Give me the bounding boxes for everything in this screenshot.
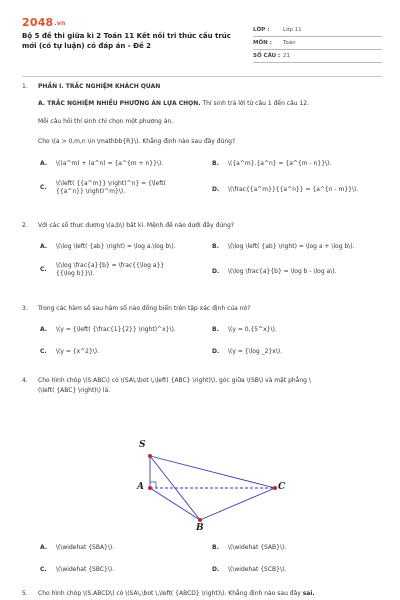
logo-suffix: .vn (54, 20, 66, 27)
sub-heading-text: Thí sinh trả lời từ câu 1 đến câu 12. (200, 100, 310, 107)
question-text: Với các số thực dương \(a,b\) bất kì. Mệnh đề nào dưới đây đúng? (38, 222, 234, 229)
option-b[interactable] (212, 326, 277, 334)
option-text: \(y = {\log _2}x\). (228, 348, 283, 355)
option-text: \((a^m) + (a^n) = {a^{m + n}}\). (56, 160, 164, 167)
option-c[interactable] (40, 566, 114, 574)
option-text: \(\widehat {SBC}\). (56, 566, 115, 573)
option-text: \(\widehat {SBA}\). (56, 544, 115, 551)
sub-heading: A. TRẮC NGHIỆM NHIỀU PHƯƠNG ÁN LỰA CHỌN. (38, 100, 201, 107)
sub-heading-line (38, 100, 309, 108)
option-b[interactable] (212, 160, 331, 168)
option-label: A. (40, 160, 48, 167)
question-emphasis: sai. (302, 590, 315, 597)
option-text: \(\left( {{a^m}} \right)^n} = {\left( {{a^n}} \right)^m}\). (56, 180, 166, 195)
option-label: C. (40, 566, 47, 573)
point-a (148, 486, 152, 490)
option-label: B. (212, 160, 219, 167)
question-number: 1. (22, 83, 28, 90)
option-label: C. (40, 184, 47, 191)
edge-ab (150, 488, 200, 520)
instruction-text: Mỗi câu hỏi thí sinh chỉ chọn một phương án. (38, 118, 174, 125)
edge-sc (150, 456, 275, 488)
point-b (198, 518, 202, 522)
option-label: A. (40, 326, 48, 333)
option-label: A. (40, 243, 48, 250)
meta-key: MÔN : (253, 40, 272, 46)
option-label: D. (212, 566, 220, 573)
option-c[interactable] (40, 180, 166, 196)
option-d[interactable] (212, 348, 282, 356)
option-text: \(y = 0,{5^x}\). (228, 326, 277, 333)
meta-row-class (253, 24, 382, 37)
option-text: \(\log \frac{a}{b} = \frac{{\log a}}{{\log b}}\). (56, 262, 165, 277)
header-divider (22, 76, 382, 77)
meta-key: SỐ CÂU : (253, 53, 281, 59)
option-text: \(\log \left( {ab} \right) = \log a + \log b\). (228, 243, 355, 250)
option-label: B. (212, 544, 219, 551)
meta-value: 21 (283, 53, 290, 59)
question-number: 4. (22, 377, 28, 384)
question-text (38, 590, 315, 598)
site-logo[interactable] (22, 16, 65, 29)
option-text: \(y = {x^2}\). (56, 348, 100, 355)
option-text: \(y = {\left( {\frac{1}{2}} \right)^x}\). (56, 326, 176, 333)
pyramid-figure (130, 436, 290, 536)
question-text-line2: (\left( {ABC} \right)\) là. (38, 387, 111, 394)
logo-main: 2048 (22, 16, 54, 29)
option-d[interactable] (212, 566, 286, 574)
option-label: C. (40, 266, 47, 273)
label-s: S (139, 440, 146, 450)
point-c (273, 486, 277, 490)
meta-table (253, 24, 382, 63)
question-text: Cho \(a > 0,m,n \in \mathbb{R}\). Khẳng định nào sau đây đúng? (38, 138, 236, 145)
label-b: B (196, 523, 204, 533)
part-heading: PHẦN I. TRẮC NGHIỆM KHÁCH QUAN (38, 83, 161, 90)
meta-row-subject (253, 37, 382, 50)
option-text: \({a^m}.{a^n} = {a^{m - n}}\). (228, 160, 332, 167)
option-text: \(\widehat {SAB}\). (228, 544, 287, 551)
option-text: \(\log \frac{a}{b} = \log b - \log a\). (228, 268, 337, 275)
option-text: \(\frac{{a^m}}{{a^n}} = {a^{n - m}}\). (228, 186, 359, 193)
question-text-line1: Cho hình chóp \(S.ABC\) có \(SA\,\bot \,\left( {ABC} \right)\), góc giữa \(SB\) và mặt phẳng \ (38, 377, 311, 384)
document-header (22, 12, 382, 72)
question-number: 5. (22, 590, 28, 597)
option-text: \(\log \left( {ab} \right) = \log a.\log b\). (56, 243, 176, 250)
edge-bc (200, 488, 275, 520)
option-label: B. (212, 326, 219, 333)
question-number: 2. (22, 222, 28, 229)
option-a[interactable] (40, 243, 176, 251)
option-text: \(\widehat {SCB}\). (228, 566, 287, 573)
option-label: D. (212, 186, 220, 193)
option-label: D. (212, 348, 220, 355)
option-label: A. (40, 544, 48, 551)
meta-key: LỚP : (253, 27, 270, 33)
option-label: D. (212, 268, 220, 275)
option-c[interactable] (40, 348, 99, 356)
option-d[interactable] (212, 186, 358, 194)
option-label: B. (212, 243, 219, 250)
question-number: 3. (22, 305, 28, 312)
option-c[interactable] (40, 262, 166, 278)
meta-value: Lớp 11 (283, 27, 302, 33)
document-title: Bộ 5 đề thi giữa kì 2 Toán 11 Kết nối tri thức cấu trúc mới (có tự luận) có đáp án - Đề 2 (22, 32, 231, 50)
label-c: C (278, 482, 286, 492)
option-a[interactable] (40, 544, 114, 552)
point-s (148, 454, 152, 458)
meta-row-count (253, 50, 382, 63)
option-a[interactable] (40, 326, 176, 334)
meta-value: Toán (283, 40, 296, 46)
label-a: A (137, 482, 144, 492)
option-label: C. (40, 348, 47, 355)
option-d[interactable] (212, 268, 337, 276)
option-b[interactable] (212, 243, 355, 251)
option-b[interactable] (212, 544, 286, 552)
question-text-main: Cho hình chóp \(S.ABCD\) có \(SA\,\bot \,\left( {ABCD} \right)\). Khẳng định nào sau đây (38, 590, 303, 597)
pyramid-diagram (130, 436, 290, 536)
option-a[interactable] (40, 160, 163, 168)
question-text: Trong các hàm số sau hàm số nào đồng biến trên tập xác định của nó? (38, 305, 251, 312)
